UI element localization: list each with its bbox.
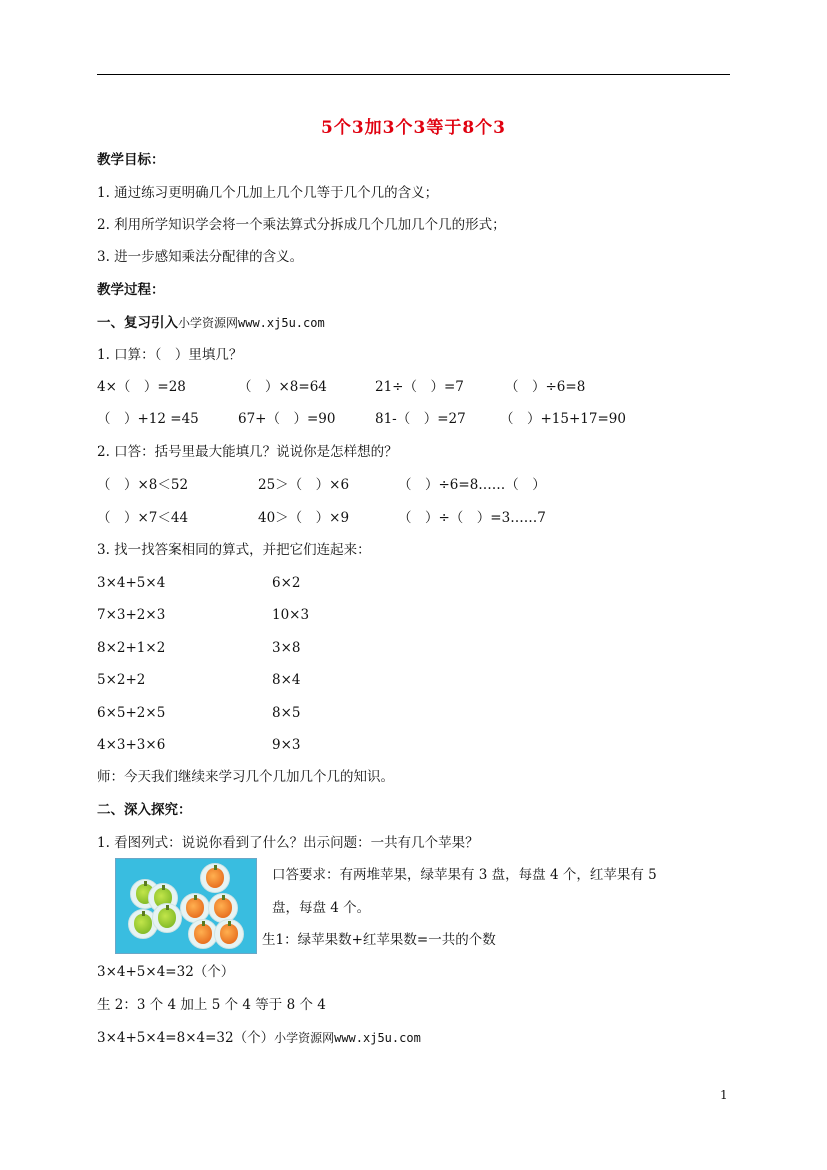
red-apple-plate: [208, 893, 238, 923]
q2-r2-c2: 40＞（ ）×9: [258, 510, 350, 526]
q2: 2. 口答：括号里最大能填几？说说你是怎样想的？: [97, 444, 398, 460]
q2-r2-c3: （ ）÷（ ）=3……7: [398, 510, 546, 526]
q3-left-6: 4×3+3×6: [97, 737, 166, 753]
q1-r1-c3: 21÷（ ）=7: [375, 379, 464, 395]
q1-r1-c1: 4×（ ）=28: [97, 379, 186, 395]
explore-heading: 二、深入探究：: [97, 802, 192, 818]
goals-heading: 教学目标：: [97, 152, 165, 168]
goal-3: 3. 进一步感知乘法分配律的含义。: [97, 249, 304, 265]
q2-r1-c3: （ ）÷6=8……（ ）: [398, 477, 546, 493]
red-apple-icon: [214, 898, 232, 918]
site-mark: 小学资源网www.xj5u.com: [178, 316, 325, 330]
review-heading: 一、复习引入: [97, 315, 178, 331]
q3: 3. 找一找答案相同的算式，并把它们连起来：: [97, 542, 371, 558]
q1-r2-c3: 81-（ ）=27: [375, 411, 466, 427]
teacher-line: 师：今天我们继续来学习几个几加几个几的知识。: [97, 769, 394, 785]
q3-right-6: 9×3: [272, 737, 301, 753]
student-2-line: 生 2：3 个 4 加上 5 个 4 等于 8 个 4: [97, 997, 326, 1013]
green-apple-plate: [152, 903, 182, 933]
q3-right-3: 3×8: [272, 640, 301, 656]
page-title: 5个3加3个3等于8个3: [321, 118, 506, 138]
goal-2: 2. 利用所学知识学会将一个乘法算式分拆成几个几加几个几的形式；: [97, 217, 506, 233]
green-apple-icon: [134, 914, 152, 934]
page-number: 1: [720, 1088, 728, 1102]
q1-r2-c4: （ ）+15+17=90: [500, 411, 626, 427]
red-apple-icon: [186, 898, 204, 918]
red-apple-plate: [214, 919, 244, 949]
q1-r2-c2: 67+（ ）=90: [238, 411, 336, 427]
q3-left-2: 7×3+2×3: [97, 607, 166, 623]
q1-r1-c4: （ ）÷6=8: [505, 379, 586, 395]
red-apple-icon: [194, 924, 212, 944]
q2-r1-c2: 25＞（ ）×6: [258, 477, 350, 493]
q1-r1-c2: （ ）×8=64: [238, 379, 327, 395]
oral-requirement-2: 盘，每盘 4 个。: [272, 900, 371, 916]
process-heading: 教学过程：: [97, 282, 165, 298]
q3-right-5: 8×5: [272, 705, 301, 721]
q3-left-4: 5×2+2: [97, 672, 146, 688]
oral-requirement-1: 口答要求：有两堆苹果，绿苹果有 3 盘，每盘 4 个，红苹果有 5: [272, 867, 657, 883]
site-mark-2: 小学资源网www.xj5u.com: [274, 1031, 421, 1045]
equation-1: 3×4+5×4=32（个）: [97, 964, 235, 980]
equation-2: 3×4+5×4=8×4=32（个）: [97, 1030, 275, 1046]
q1: 1. 口算：（ ）里填几？: [97, 347, 243, 363]
red-apple-icon: [220, 924, 238, 944]
red-apple-icon: [206, 868, 224, 888]
apples-picture: [115, 858, 257, 954]
q2-r2-c1: （ ）×7＜44: [97, 510, 189, 526]
explore-q1: 1. 看图列式：说说你看到了什么？出示问题：一共有几个苹果？: [97, 835, 479, 851]
green-apple-icon: [158, 908, 176, 928]
q3-right-4: 8×4: [272, 672, 301, 688]
q3-right-2: 10×3: [272, 607, 310, 623]
red-apple-plate: [200, 863, 230, 893]
q3-right-1: 6×2: [272, 575, 301, 591]
q3-left-5: 6×5+2×5: [97, 705, 166, 721]
q3-left-3: 8×2+1×2: [97, 640, 166, 656]
equation-2-line: [97, 1029, 421, 1047]
goal-1: 1. 通过练习更明确几个几加上几个几等于几个几的含义；: [97, 185, 439, 201]
q2-r1-c1: （ ）×8＜52: [97, 477, 189, 493]
q3-left-1: 3×4+5×4: [97, 575, 166, 591]
review-heading-line: [97, 314, 325, 332]
student-1-line: 生1：绿苹果数+红苹果数=一共的个数: [262, 932, 496, 948]
q1-r2-c1: （ ）+12 =45: [97, 411, 199, 427]
header-rule: [97, 74, 730, 75]
